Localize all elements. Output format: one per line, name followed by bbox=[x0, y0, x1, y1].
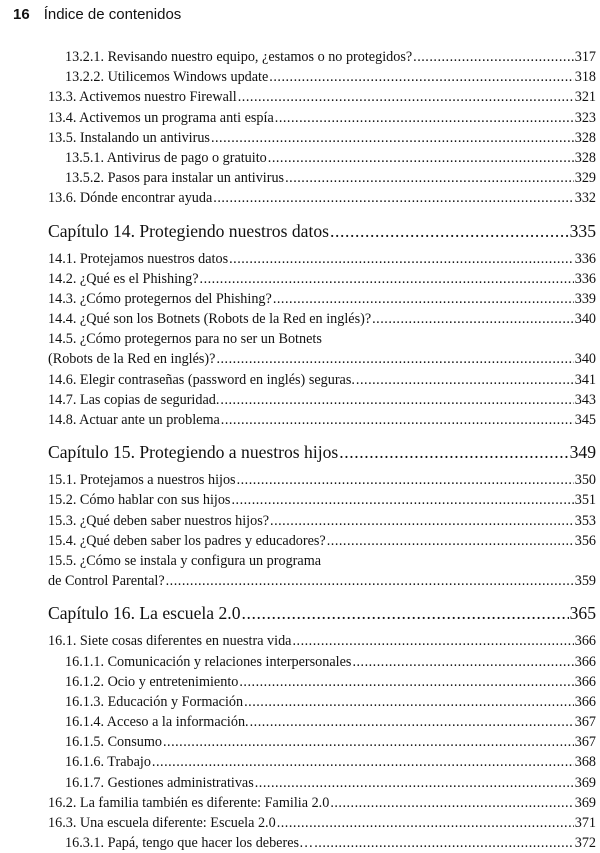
toc-entry-label: 16.2. La familia también es diferente: Familia 2.0 bbox=[48, 794, 330, 811]
dot-leader bbox=[285, 168, 574, 188]
toc-section bbox=[48, 470, 596, 490]
dot-leader bbox=[244, 692, 574, 712]
toc-entry-label: de Control Parental? bbox=[48, 573, 165, 590]
dot-leader bbox=[255, 773, 574, 793]
dot-leader bbox=[269, 67, 573, 87]
toc-subsection bbox=[48, 773, 596, 793]
toc-page-number: 353 bbox=[574, 512, 596, 529]
dot-leader bbox=[239, 672, 573, 692]
toc-entry-label: 16.1.3. Educación y Formación bbox=[65, 693, 244, 710]
toc-entry-label: 16.1.4. Acceso a la información. bbox=[65, 714, 249, 731]
toc-entry-label: 16.1.5. Consumo bbox=[65, 734, 162, 751]
toc-page-number: 367 bbox=[574, 734, 596, 751]
toc-subsection bbox=[48, 833, 596, 853]
toc-section bbox=[48, 390, 596, 410]
toc-page-number: 340 bbox=[574, 351, 596, 368]
toc-page-number: 332 bbox=[574, 190, 596, 207]
dot-leader bbox=[231, 490, 573, 510]
toc-section bbox=[48, 87, 596, 107]
toc-entry-label: 15.1. Protejamos a nuestros hijos bbox=[48, 472, 236, 489]
toc-section bbox=[48, 631, 596, 651]
dot-leader bbox=[250, 712, 574, 732]
toc-subsection bbox=[48, 47, 596, 67]
toc-entry-label: 15.4. ¿Qué deben saber los padres y educadores? bbox=[48, 532, 326, 549]
dot-leader bbox=[237, 470, 574, 490]
toc-entry-label: 13.3. Activemos nuestro Firewall bbox=[48, 89, 237, 106]
toc-page-number: 340 bbox=[574, 311, 596, 328]
dot-leader bbox=[330, 213, 569, 249]
toc-page-number: 335 bbox=[569, 220, 596, 241]
toc-section bbox=[48, 349, 596, 369]
dot-leader bbox=[238, 87, 574, 107]
toc-entry-label: 14.1. Protejamos nuestros datos bbox=[48, 250, 229, 267]
table-of-contents bbox=[48, 47, 596, 853]
toc-page-number: 368 bbox=[574, 754, 596, 771]
toc-entry-label: 13.5.2. Pasos para instalar un antivirus bbox=[65, 170, 285, 187]
toc-subsection bbox=[48, 148, 596, 168]
toc-page-number: 369 bbox=[574, 774, 596, 791]
dot-leader bbox=[339, 434, 568, 470]
toc-page-number: 367 bbox=[574, 714, 596, 731]
toc-section bbox=[48, 269, 596, 289]
toc-section bbox=[48, 289, 596, 309]
toc-page-number: 351 bbox=[574, 492, 596, 509]
dot-leader bbox=[211, 128, 574, 148]
toc-page-number: 350 bbox=[574, 472, 596, 489]
dot-leader bbox=[270, 511, 574, 531]
toc-entry-label: 16.1.2. Ocio y entretenimiento bbox=[65, 673, 239, 690]
toc-page-number: 336 bbox=[574, 250, 596, 267]
dot-leader bbox=[275, 108, 574, 128]
toc-subsection bbox=[48, 652, 596, 672]
toc-section bbox=[48, 108, 596, 128]
dot-leader bbox=[356, 370, 574, 390]
dot-leader bbox=[213, 188, 573, 208]
toc-entry-label: 13.2.2. Utilicemos Windows update bbox=[65, 69, 269, 86]
toc-entry-label: 16.1.6. Trabajo bbox=[65, 754, 151, 771]
toc-page-number: 328 bbox=[574, 149, 596, 166]
page-header bbox=[13, 6, 181, 28]
toc-entry-label: Capítulo 15. Protegiendo a nuestros hijos bbox=[48, 442, 339, 463]
dot-leader bbox=[273, 289, 574, 309]
dot-leader bbox=[314, 833, 574, 853]
toc-page-number: 321 bbox=[574, 89, 596, 106]
dot-leader bbox=[152, 752, 574, 772]
toc-entry-label: 13.5. Instalando un antivirus bbox=[48, 129, 210, 146]
toc-entry-label: 13.4. Activemos un programa anti espía bbox=[48, 109, 274, 126]
toc-section bbox=[48, 490, 596, 510]
toc-entry-label: 15.2. Cómo hablar con sus hijos bbox=[48, 492, 231, 509]
toc-subsection bbox=[48, 692, 596, 712]
dot-leader bbox=[268, 148, 574, 168]
toc-page-number: 339 bbox=[574, 290, 596, 307]
dot-leader bbox=[216, 349, 573, 369]
toc-entry-label: 13.6. Dónde encontrar ayuda bbox=[48, 190, 213, 207]
toc-entry-label: 13.5.1. Antivirus de pago o gratuito bbox=[65, 149, 267, 166]
toc-subsection bbox=[48, 168, 596, 188]
toc-subsection bbox=[48, 752, 596, 772]
toc-entry-label: 15.5. ¿Cómo se instala y configura un programa bbox=[48, 552, 322, 569]
page-number: 16 bbox=[13, 6, 30, 23]
toc-subsection bbox=[48, 732, 596, 752]
toc-section bbox=[48, 128, 596, 148]
toc-section bbox=[48, 188, 596, 208]
toc-entry-label: (Robots de la Red en inglés)? bbox=[48, 351, 216, 368]
toc-entry-label: Capítulo 14. Protegiendo nuestros datos bbox=[48, 220, 329, 241]
dot-leader bbox=[221, 410, 574, 430]
toc-chapter bbox=[48, 595, 596, 631]
toc-entry-label: 16.1.7. Gestiones administrativas bbox=[65, 774, 254, 791]
dot-leader bbox=[330, 793, 573, 813]
dot-leader bbox=[229, 249, 574, 269]
toc-entry-label: 16.3. Una escuela diferente: Escuela 2.0 bbox=[48, 815, 276, 831]
toc-page-number: 317 bbox=[574, 49, 596, 65]
toc-page-number: 329 bbox=[574, 170, 596, 187]
toc-section bbox=[48, 410, 596, 430]
toc-entry-label: 14.3. ¿Cómo protegernos del Phishing? bbox=[48, 290, 272, 307]
toc-entry-label: 14.6. Elegir contraseñas (password en inglés) seguras. bbox=[48, 371, 355, 388]
dot-leader bbox=[352, 652, 573, 672]
toc-section bbox=[48, 793, 596, 813]
dot-leader bbox=[166, 571, 574, 591]
toc-page-number: 365 bbox=[569, 603, 596, 624]
toc-entry-label: 13.2.1. Revisando nuestro equipo, ¿estamos o no protegidos? bbox=[65, 49, 413, 65]
toc-section bbox=[48, 571, 596, 591]
toc-page-number: 345 bbox=[574, 412, 596, 428]
toc-entry-label: 15.3. ¿Qué deben saber nuestros hijos? bbox=[48, 512, 270, 529]
toc-subsection bbox=[48, 67, 596, 87]
dot-leader bbox=[242, 595, 569, 631]
dot-leader bbox=[277, 813, 574, 833]
toc-page-number: 328 bbox=[574, 129, 596, 146]
toc-entry-label: 16.1.1. Comunicación y relaciones interpersonales bbox=[65, 653, 352, 670]
header-title: Índice de contenidos bbox=[43, 6, 182, 23]
toc-section bbox=[48, 309, 596, 329]
toc-page-number: 359 bbox=[574, 573, 596, 590]
toc-subsection bbox=[48, 712, 596, 732]
toc-page-number: 366 bbox=[574, 673, 596, 690]
toc-entry-label: 16.3.1. Papá, tengo que hacer los deberes… bbox=[65, 835, 314, 852]
toc-section bbox=[48, 329, 596, 349]
toc-page-number: 366 bbox=[574, 633, 596, 650]
toc-page-number: 323 bbox=[574, 109, 596, 126]
toc-entry-label: 14.2. ¿Qué es el Phishing? bbox=[48, 270, 199, 287]
toc-page-number: 372 bbox=[574, 835, 596, 852]
toc-subsection bbox=[48, 672, 596, 692]
toc-entry-label: 14.7. Las copias de seguridad. bbox=[48, 391, 220, 408]
toc-page-number: 369 bbox=[574, 794, 596, 811]
toc-section bbox=[48, 249, 596, 269]
toc-section bbox=[48, 531, 596, 551]
toc-page-number: 366 bbox=[574, 693, 596, 710]
dot-leader bbox=[292, 631, 573, 651]
toc-section bbox=[48, 813, 596, 833]
toc-page-number: 349 bbox=[569, 442, 596, 463]
toc-entry-label: Capítulo 16. La escuela 2.0 bbox=[48, 603, 241, 624]
toc-entry-label: 14.5. ¿Cómo protegernos para no ser un Botnets bbox=[48, 331, 322, 348]
toc-entry-label: 16.1. Siete cosas diferentes en nuestra vida bbox=[48, 633, 292, 650]
toc-page-number: 341 bbox=[574, 371, 596, 388]
dot-leader bbox=[163, 732, 574, 752]
toc-entry-label: 14.8. Actuar ante un problema bbox=[48, 412, 220, 428]
dot-leader bbox=[220, 390, 573, 410]
toc-chapter bbox=[48, 213, 596, 249]
dot-leader bbox=[327, 531, 574, 551]
dot-leader bbox=[413, 47, 574, 67]
toc-page-number: 356 bbox=[574, 532, 596, 549]
toc-page-number: 336 bbox=[574, 270, 596, 287]
toc-section bbox=[48, 370, 596, 390]
toc-entry-label: 14.4. ¿Qué son los Botnets (Robots de la Red en inglés)? bbox=[48, 311, 372, 328]
toc-page-number: 343 bbox=[574, 391, 596, 408]
dot-leader bbox=[200, 269, 574, 289]
toc-section bbox=[48, 511, 596, 531]
toc-page-number: 371 bbox=[574, 815, 596, 831]
dot-leader bbox=[372, 309, 574, 329]
toc-page-number: 366 bbox=[574, 653, 596, 670]
toc-chapter bbox=[48, 434, 596, 470]
toc-page-number: 318 bbox=[574, 69, 596, 86]
toc-section bbox=[48, 551, 596, 571]
